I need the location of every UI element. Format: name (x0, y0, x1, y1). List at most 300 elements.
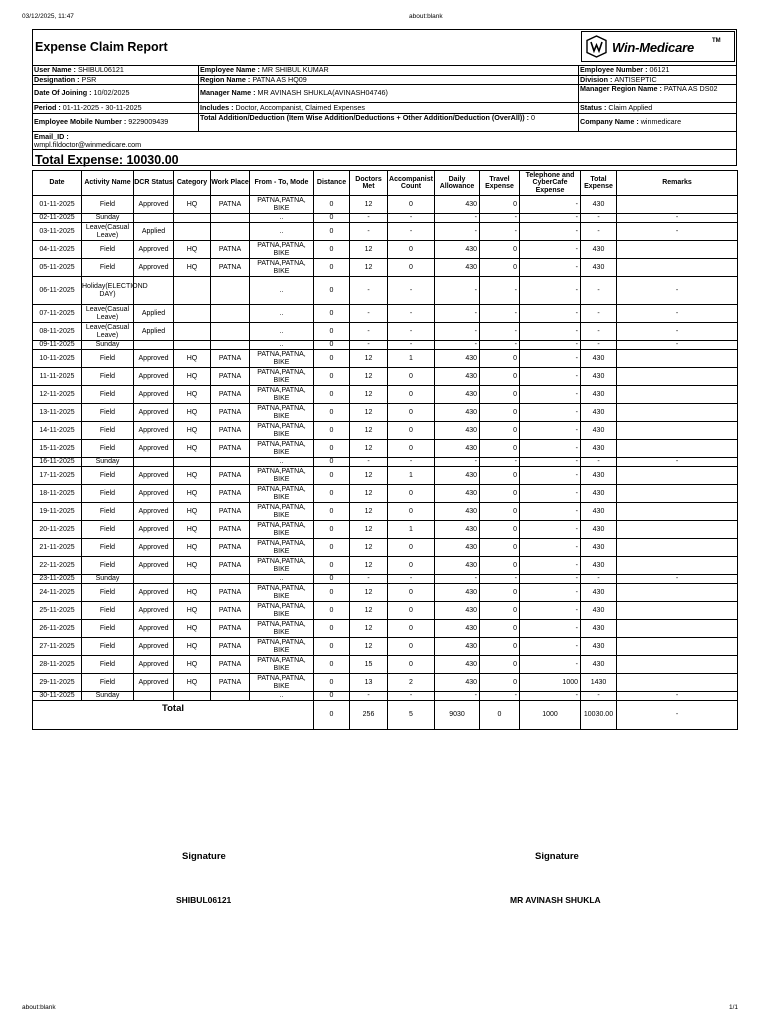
header-telephone-expense: Telephone and CyberCafe Expense (520, 171, 581, 196)
cell-dcr-status (134, 277, 174, 305)
cell-remarks: - (617, 223, 738, 241)
table-row (33, 557, 738, 575)
cell-total-expense: 430 (581, 350, 617, 368)
cell-date: 26-11-2025 (33, 620, 82, 638)
cell-activity-name: Leave(Casual Leave) (82, 223, 134, 241)
manager-region-value: PATNA AS DS02 (663, 84, 718, 93)
cell-dcr-status: Approved (134, 485, 174, 503)
region-name-label: Region Name : (200, 75, 253, 84)
cell-travel-expense: 0 (480, 241, 520, 259)
cell-category: HQ (174, 602, 211, 620)
cell-daily-allowance: 430 (435, 485, 480, 503)
doj-value: 10/02/2025 (93, 88, 130, 97)
cell-daily-allowance: 430 (435, 503, 480, 521)
cell-distance: 0 (314, 241, 350, 259)
cell-dcr-status: Applied (134, 223, 174, 241)
cell-remarks (617, 674, 738, 692)
cell-daily-allowance: 430 (435, 241, 480, 259)
cell-accompanist-count: 0 (388, 485, 435, 503)
cell-telephone-expense: - (520, 368, 581, 386)
cell-doctors-met: 12 (350, 196, 388, 214)
print-footer-url: about:blank (22, 1004, 56, 1011)
print-datetime: 03/12/2025, 11:47 (22, 13, 74, 20)
header-work-place: Work Place (211, 171, 250, 196)
cell-travel-expense: 0 (480, 467, 520, 485)
cell-remarks: - (617, 214, 738, 223)
cell-accompanist-count: 0 (388, 638, 435, 656)
cell-dcr-status (134, 214, 174, 223)
cell-doctors-met: 12 (350, 584, 388, 602)
cell-date: 09-11-2025 (33, 341, 82, 350)
table-row (33, 539, 738, 557)
cell-from-to-mode: PATNA,PATNA, BIKE (250, 259, 314, 277)
cell-dcr-status: Applied (134, 323, 174, 341)
cell-work-place: PATNA (211, 422, 250, 440)
total-travel-expense: 0 (480, 701, 520, 730)
header-total-expense: Total Expense (581, 171, 617, 196)
cell-accompanist-count: - (388, 323, 435, 341)
cell-distance: 0 (314, 620, 350, 638)
cell-accompanist-count: 0 (388, 557, 435, 575)
cell-date: 03-11-2025 (33, 223, 82, 241)
cell-work-place: PATNA (211, 521, 250, 539)
cell-accompanist-count: - (388, 214, 435, 223)
table-row (33, 467, 738, 485)
manager-signature-label: Signature (535, 851, 579, 862)
cell-accompanist-count: 1 (388, 467, 435, 485)
cell-from-to-mode: .. (250, 305, 314, 323)
cell-total-expense: 430 (581, 503, 617, 521)
cell-telephone-expense: - (520, 467, 581, 485)
cell-doctors-met: 12 (350, 557, 388, 575)
cell-doctors-met: - (350, 223, 388, 241)
title-row (33, 30, 736, 66)
cell-dcr-status: Approved (134, 602, 174, 620)
cell-distance: 0 (314, 521, 350, 539)
info-row-5 (33, 114, 736, 132)
employee-number-label: Employee Number : (580, 65, 650, 74)
cell-doctors-met: - (350, 305, 388, 323)
cell-date: 29-11-2025 (33, 674, 82, 692)
cell-work-place: PATNA (211, 368, 250, 386)
cell-work-place: PATNA (211, 440, 250, 458)
cell-distance: 0 (314, 368, 350, 386)
cell-travel-expense: 0 (480, 674, 520, 692)
cell-remarks (617, 656, 738, 674)
cell-doctors-met: 12 (350, 350, 388, 368)
cell-date: 01-11-2025 (33, 196, 82, 214)
cell-date: 21-11-2025 (33, 539, 82, 557)
status-label: Status : (580, 103, 609, 112)
cell-accompanist-count: - (388, 692, 435, 701)
cell-daily-allowance: - (435, 214, 480, 223)
table-row (33, 602, 738, 620)
cell-remarks (617, 620, 738, 638)
total-accompanist-count: 5 (388, 701, 435, 730)
cell-daily-allowance: - (435, 458, 480, 467)
cell-total-expense: 430 (581, 386, 617, 404)
cell-dcr-status: Approved (134, 656, 174, 674)
table-header-row (33, 171, 738, 196)
cell-daily-allowance: 430 (435, 350, 480, 368)
cell-category: HQ (174, 241, 211, 259)
cell-daily-allowance: 430 (435, 584, 480, 602)
cell-accompanist-count: - (388, 223, 435, 241)
cell-dcr-status (134, 458, 174, 467)
total-telephone-expense: 1000 (520, 701, 581, 730)
company-logo (581, 31, 735, 62)
cell-activity-name: Field (82, 620, 134, 638)
cell-work-place: PATNA (211, 620, 250, 638)
cell-remarks: - (617, 458, 738, 467)
cell-from-to-mode: .. (250, 692, 314, 701)
cell-doctors-met: 12 (350, 521, 388, 539)
cell-telephone-expense: - (520, 323, 581, 341)
cell-doctors-met: - (350, 458, 388, 467)
cell-total-expense: 430 (581, 485, 617, 503)
cell-daily-allowance: 430 (435, 656, 480, 674)
cell-daily-allowance: 430 (435, 638, 480, 656)
cell-remarks (617, 259, 738, 277)
cell-accompanist-count: - (388, 341, 435, 350)
cell-telephone-expense: - (520, 350, 581, 368)
employee-name-value: MR SHIBUL KUMAR (261, 65, 329, 74)
cell-remarks (617, 602, 738, 620)
cell-from-to-mode: PATNA,PATNA, BIKE (250, 503, 314, 521)
table-row (33, 521, 738, 539)
cell-travel-expense: 0 (480, 386, 520, 404)
cell-date: 06-11-2025 (33, 277, 82, 305)
cell-travel-expense: - (480, 277, 520, 305)
cell-telephone-expense: - (520, 638, 581, 656)
cell-remarks (617, 350, 738, 368)
table-row (33, 584, 738, 602)
cell-total-expense: - (581, 341, 617, 350)
cell-total-expense: 430 (581, 620, 617, 638)
header-distance: Distance (314, 171, 350, 196)
cell-activity-name: Field (82, 503, 134, 521)
cell-doctors-met: 12 (350, 485, 388, 503)
cell-accompanist-count: 0 (388, 584, 435, 602)
cell-date: 12-11-2025 (33, 386, 82, 404)
cell-daily-allowance: 430 (435, 539, 480, 557)
cell-travel-expense: 0 (480, 620, 520, 638)
cell-travel-expense: 0 (480, 259, 520, 277)
header-doctors-met: Doctors Met (350, 171, 388, 196)
table-row (33, 503, 738, 521)
cell-dcr-status: Approved (134, 557, 174, 575)
cell-daily-allowance: 430 (435, 259, 480, 277)
cell-from-to-mode: PATNA,PATNA, BIKE (250, 557, 314, 575)
cell-doctors-met: - (350, 575, 388, 584)
total-addition-value: 0 (531, 113, 536, 122)
cell-from-to-mode: PATNA,PATNA, BIKE (250, 368, 314, 386)
table-row (33, 323, 738, 341)
cell-date: 04-11-2025 (33, 241, 82, 259)
cell-travel-expense: - (480, 305, 520, 323)
cell-doctors-met: 12 (350, 539, 388, 557)
doj-label: Date Of Joining : (34, 88, 94, 97)
cell-total-expense: 430 (581, 404, 617, 422)
cell-doctors-met: - (350, 692, 388, 701)
cell-telephone-expense: - (520, 521, 581, 539)
cell-work-place: PATNA (211, 485, 250, 503)
manager-name-value: MR AVINASH SHUKLA(AVINASH04746) (257, 88, 388, 97)
header-date: Date (33, 171, 82, 196)
cell-doctors-met: 12 (350, 259, 388, 277)
cell-from-to-mode: PATNA,PATNA, BIKE (250, 602, 314, 620)
cell-travel-expense: 0 (480, 350, 520, 368)
cell-total-expense: - (581, 458, 617, 467)
cell-remarks (617, 368, 738, 386)
print-page-title: about:blank (409, 13, 443, 20)
table-row (33, 241, 738, 259)
cell-from-to-mode: .. (250, 341, 314, 350)
cell-work-place (211, 223, 250, 241)
cell-date: 02-11-2025 (33, 214, 82, 223)
cell-activity-name: Sunday (82, 575, 134, 584)
cell-work-place (211, 458, 250, 467)
cell-daily-allowance: 430 (435, 368, 480, 386)
cell-date: 13-11-2025 (33, 404, 82, 422)
cell-distance: 0 (314, 602, 350, 620)
cell-accompanist-count: 0 (388, 602, 435, 620)
cell-accompanist-count: 1 (388, 350, 435, 368)
cell-activity-name: Leave(Casual Leave) (82, 323, 134, 341)
cell-remarks (617, 557, 738, 575)
cell-travel-expense: 0 (480, 485, 520, 503)
table-row (33, 350, 738, 368)
employee-signature-label: Signature (182, 851, 226, 862)
cell-from-to-mode: PATNA,PATNA, BIKE (250, 620, 314, 638)
cell-dcr-status: Approved (134, 404, 174, 422)
cell-category: HQ (174, 539, 211, 557)
email-label: Email_ID : (34, 132, 69, 141)
cell-category: HQ (174, 259, 211, 277)
cell-dcr-status (134, 692, 174, 701)
cell-telephone-expense: - (520, 557, 581, 575)
cell-from-to-mode: PATNA,PATNA, BIKE (250, 485, 314, 503)
cell-activity-name: Field (82, 467, 134, 485)
cell-from-to-mode: .. (250, 575, 314, 584)
cell-doctors-met: 12 (350, 602, 388, 620)
includes-value: Doctor, Accompanist, Claimed Expenses (235, 103, 365, 112)
cell-distance: 0 (314, 422, 350, 440)
cell-total-expense: 430 (581, 656, 617, 674)
info-row-3 (33, 85, 736, 103)
cell-telephone-expense: - (520, 241, 581, 259)
cell-category: HQ (174, 620, 211, 638)
table-row (33, 656, 738, 674)
cell-category (174, 223, 211, 241)
cell-remarks (617, 521, 738, 539)
cell-daily-allowance: - (435, 692, 480, 701)
cell-accompanist-count: 0 (388, 440, 435, 458)
cell-from-to-mode: PATNA,PATNA, BIKE (250, 350, 314, 368)
cell-distance: 0 (314, 557, 350, 575)
cell-total-expense: 430 (581, 521, 617, 539)
cell-remarks (617, 196, 738, 214)
cell-activity-name: Field (82, 602, 134, 620)
cell-distance: 0 (314, 323, 350, 341)
cell-daily-allowance: 430 (435, 404, 480, 422)
cell-activity-name: Field (82, 539, 134, 557)
cell-total-expense: 430 (581, 557, 617, 575)
cell-travel-expense: 0 (480, 440, 520, 458)
cell-activity-name: Field (82, 259, 134, 277)
includes-label: Includes : (200, 103, 236, 112)
cell-category (174, 341, 211, 350)
cell-date: 19-11-2025 (33, 503, 82, 521)
header-activity-name: Activity Name (82, 171, 134, 196)
cell-remarks: - (617, 341, 738, 350)
cell-travel-expense: 0 (480, 196, 520, 214)
cell-category (174, 277, 211, 305)
cell-telephone-expense: - (520, 539, 581, 557)
cell-dcr-status: Approved (134, 259, 174, 277)
status-value: Claim Applied (608, 103, 653, 112)
cell-activity-name: Field (82, 241, 134, 259)
cell-telephone-expense: - (520, 485, 581, 503)
cell-remarks: - (617, 575, 738, 584)
cell-total-expense: 430 (581, 584, 617, 602)
cell-travel-expense: 0 (480, 584, 520, 602)
cell-from-to-mode: PATNA,PATNA, BIKE (250, 674, 314, 692)
cell-telephone-expense: - (520, 692, 581, 701)
cell-distance: 0 (314, 214, 350, 223)
cell-accompanist-count: 0 (388, 196, 435, 214)
cell-distance: 0 (314, 575, 350, 584)
cell-travel-expense: 0 (480, 404, 520, 422)
cell-category (174, 692, 211, 701)
cell-daily-allowance: - (435, 277, 480, 305)
manager-signature-name: MR AVINASH SHUKLA (510, 895, 601, 905)
cell-from-to-mode: PATNA,PATNA, BIKE (250, 241, 314, 259)
cell-telephone-expense: - (520, 584, 581, 602)
cell-daily-allowance: - (435, 223, 480, 241)
cell-date: 16-11-2025 (33, 458, 82, 467)
cell-remarks (617, 241, 738, 259)
table-row (33, 277, 738, 305)
cell-total-expense: - (581, 305, 617, 323)
cell-date: 28-11-2025 (33, 656, 82, 674)
logo-trademark: TM (712, 38, 721, 44)
cell-doctors-met: 12 (350, 467, 388, 485)
cell-dcr-status (134, 575, 174, 584)
cell-work-place (211, 305, 250, 323)
cell-category (174, 323, 211, 341)
cell-telephone-expense: - (520, 196, 581, 214)
cell-from-to-mode: PATNA,PATNA, BIKE (250, 196, 314, 214)
cell-accompanist-count: 0 (388, 404, 435, 422)
manager-region-label: Manager Region Name : (580, 84, 664, 93)
cell-work-place: PATNA (211, 539, 250, 557)
cell-accompanist-count: 2 (388, 674, 435, 692)
cell-total-expense: - (581, 692, 617, 701)
cell-activity-name: Field (82, 404, 134, 422)
cell-travel-expense: - (480, 692, 520, 701)
cell-work-place: PATNA (211, 584, 250, 602)
employee-number-value: 06121 (649, 65, 670, 74)
cell-date: 17-11-2025 (33, 467, 82, 485)
cell-total-expense: 430 (581, 638, 617, 656)
cell-daily-allowance: 430 (435, 440, 480, 458)
period-value: 01-11-2025 - 30-11-2025 (62, 103, 142, 112)
table-row (33, 575, 738, 584)
cell-from-to-mode: PATNA,PATNA, BIKE (250, 404, 314, 422)
cell-doctors-met: - (350, 214, 388, 223)
cell-total-expense: 430 (581, 196, 617, 214)
cell-from-to-mode: .. (250, 214, 314, 223)
cell-total-expense: 1430 (581, 674, 617, 692)
cell-daily-allowance: - (435, 305, 480, 323)
cell-dcr-status: Approved (134, 467, 174, 485)
cell-remarks (617, 422, 738, 440)
cell-remarks (617, 485, 738, 503)
cell-from-to-mode: PATNA,PATNA, BIKE (250, 584, 314, 602)
cell-travel-expense: 0 (480, 368, 520, 386)
cell-total-expense: 430 (581, 241, 617, 259)
cell-doctors-met: 12 (350, 638, 388, 656)
table-row (33, 674, 738, 692)
cell-work-place (211, 323, 250, 341)
cell-distance: 0 (314, 656, 350, 674)
cell-activity-name: Field (82, 656, 134, 674)
cell-dcr-status: Approved (134, 638, 174, 656)
cell-activity-name: Sunday (82, 214, 134, 223)
total-row (33, 701, 738, 730)
cell-accompanist-count: 0 (388, 503, 435, 521)
cell-daily-allowance: 430 (435, 521, 480, 539)
cell-telephone-expense: - (520, 575, 581, 584)
cell-distance: 0 (314, 674, 350, 692)
cell-work-place (211, 341, 250, 350)
cell-telephone-expense: - (520, 656, 581, 674)
cell-daily-allowance: - (435, 341, 480, 350)
cell-travel-expense: - (480, 214, 520, 223)
cell-remarks (617, 404, 738, 422)
employee-name-label: Employee Name : (200, 65, 262, 74)
cell-work-place: PATNA (211, 196, 250, 214)
cell-total-expense: - (581, 323, 617, 341)
table-row (33, 404, 738, 422)
cell-daily-allowance: 430 (435, 422, 480, 440)
cell-dcr-status: Approved (134, 539, 174, 557)
header-from-to-mode: From - To, Mode (250, 171, 314, 196)
cell-from-to-mode: PATNA,PATNA, BIKE (250, 521, 314, 539)
cell-activity-name: Field (82, 521, 134, 539)
cell-accompanist-count: 0 (388, 620, 435, 638)
logo-text: Win-Medicare (612, 40, 694, 55)
cell-telephone-expense: - (520, 440, 581, 458)
cell-work-place: PATNA (211, 386, 250, 404)
cell-category: HQ (174, 368, 211, 386)
cell-work-place: PATNA (211, 656, 250, 674)
cell-category: HQ (174, 440, 211, 458)
cell-category: HQ (174, 638, 211, 656)
cell-distance: 0 (314, 196, 350, 214)
company-name-value: winmedicare (640, 117, 682, 126)
cell-total-expense: 430 (581, 259, 617, 277)
cell-activity-name: Sunday (82, 458, 134, 467)
total-remarks: - (617, 701, 738, 730)
cell-travel-expense: 0 (480, 422, 520, 440)
cell-accompanist-count: - (388, 277, 435, 305)
cell-date: 22-11-2025 (33, 557, 82, 575)
cell-activity-name: Field (82, 422, 134, 440)
cell-telephone-expense: - (520, 214, 581, 223)
cell-total-expense: - (581, 214, 617, 223)
